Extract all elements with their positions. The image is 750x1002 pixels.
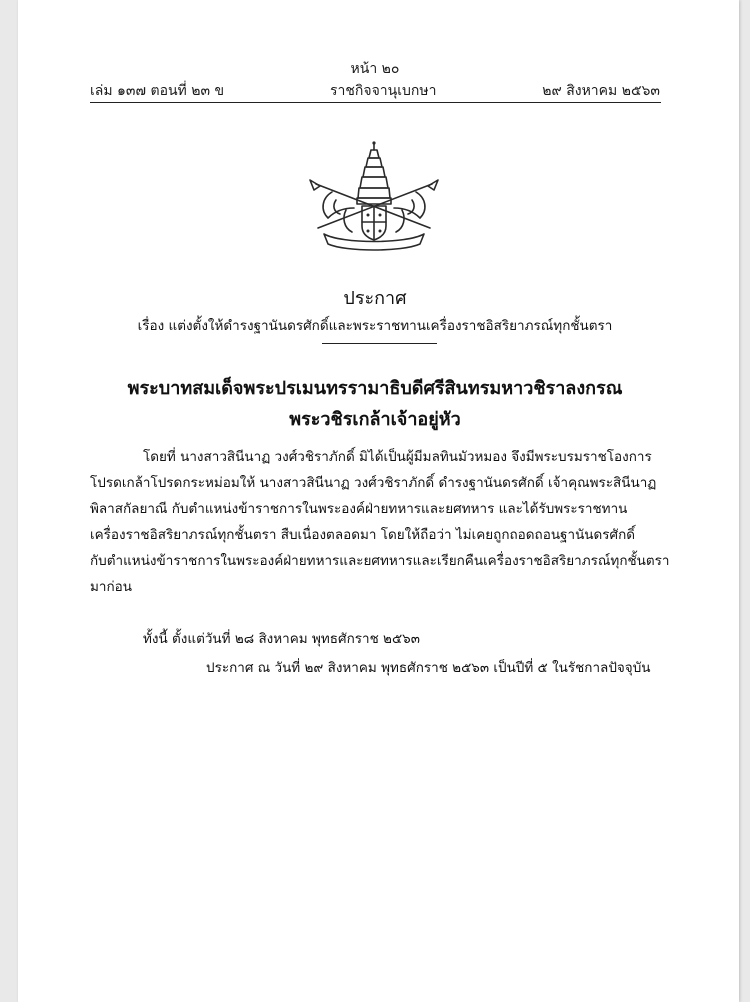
announcement-subject: เรื่อง แต่งตั้งให้ดำรงฐานันดรศักดิ์และพระราชทานเครื่องราชอิสริยาภรณ์ทุกชั้นตรา bbox=[137, 318, 613, 334]
announcement-date-line: ประกาศ ณ วันที่ ๒๙ สิงหาคม พุทธศักราช ๒๕๖๓ เป็นปีที่ ๕ ในรัชกาลปัจจุบัน bbox=[206, 660, 651, 676]
header-divider bbox=[90, 102, 661, 103]
royal-emblem-icon bbox=[302, 140, 446, 256]
title-divider bbox=[322, 343, 437, 344]
body-line: มาก่อน bbox=[90, 579, 132, 595]
effective-date-line: ทั้งนี้ ตั้งแต่วันที่ ๒๘ สิงหาคม พุทธศักราช ๒๕๖๓ bbox=[143, 631, 420, 647]
body-line: พิลาสกัลยาณี กับตำแหน่งข้าราชการในพระองค์ฝ่ายทหารและยศทหาร และได้รับพระราชทาน bbox=[90, 501, 628, 517]
king-name-line-1: พระบาทสมเด็จพระปรเมนทรรามาธิบดีศรีสินทรมหาวชิราลงกรณ bbox=[127, 378, 623, 399]
body-line: โปรดเกล้าโปรดกระหม่อมให้ นางสาวสินีนาฏ วงศ์วชิราภักดิ์ ดำรงฐานันดรศักดิ์ เจ้าคุณพระสินีนาฏ bbox=[90, 475, 657, 491]
announcement-title: ประกาศ bbox=[343, 288, 407, 309]
body-line: เครื่องราชอิสริยาภรณ์ทุกชั้นตรา สืบเนื่องตลอดมา โดยให้ถือว่า ไม่เคยถูกถอดถอนฐานันดรศักดิ์ bbox=[90, 527, 636, 543]
body-line: กับตำแหน่งข้าราชการในพระองค์ฝ่ายทหารและยศทหารและเรียกคืนเครื่องราชอิสริยาภรณ์ทุกชั้นตรา bbox=[90, 553, 670, 569]
publication-name: ราชกิจจานุเบกษา bbox=[330, 83, 437, 99]
page-number: หน้า ๒๐ bbox=[350, 61, 400, 77]
publication-date: ๒๙ สิงหาคม ๒๕๖๓ bbox=[542, 83, 660, 99]
king-name-line-2: พระวชิรเกล้าเจ้าอยู่หัว bbox=[289, 409, 461, 430]
gazette-header bbox=[90, 80, 660, 100]
body-line: โดยที่ นางสาวสินีนาฏ วงศ์วชิราภักดิ์ มิได้เป็นผู้มีมลทินมัวหมอง จึงมีพระบรมราชโองการ bbox=[143, 449, 652, 465]
volume-issue: เล่ม ๑๓๗ ตอนที่ ๒๓ ข bbox=[90, 83, 225, 99]
